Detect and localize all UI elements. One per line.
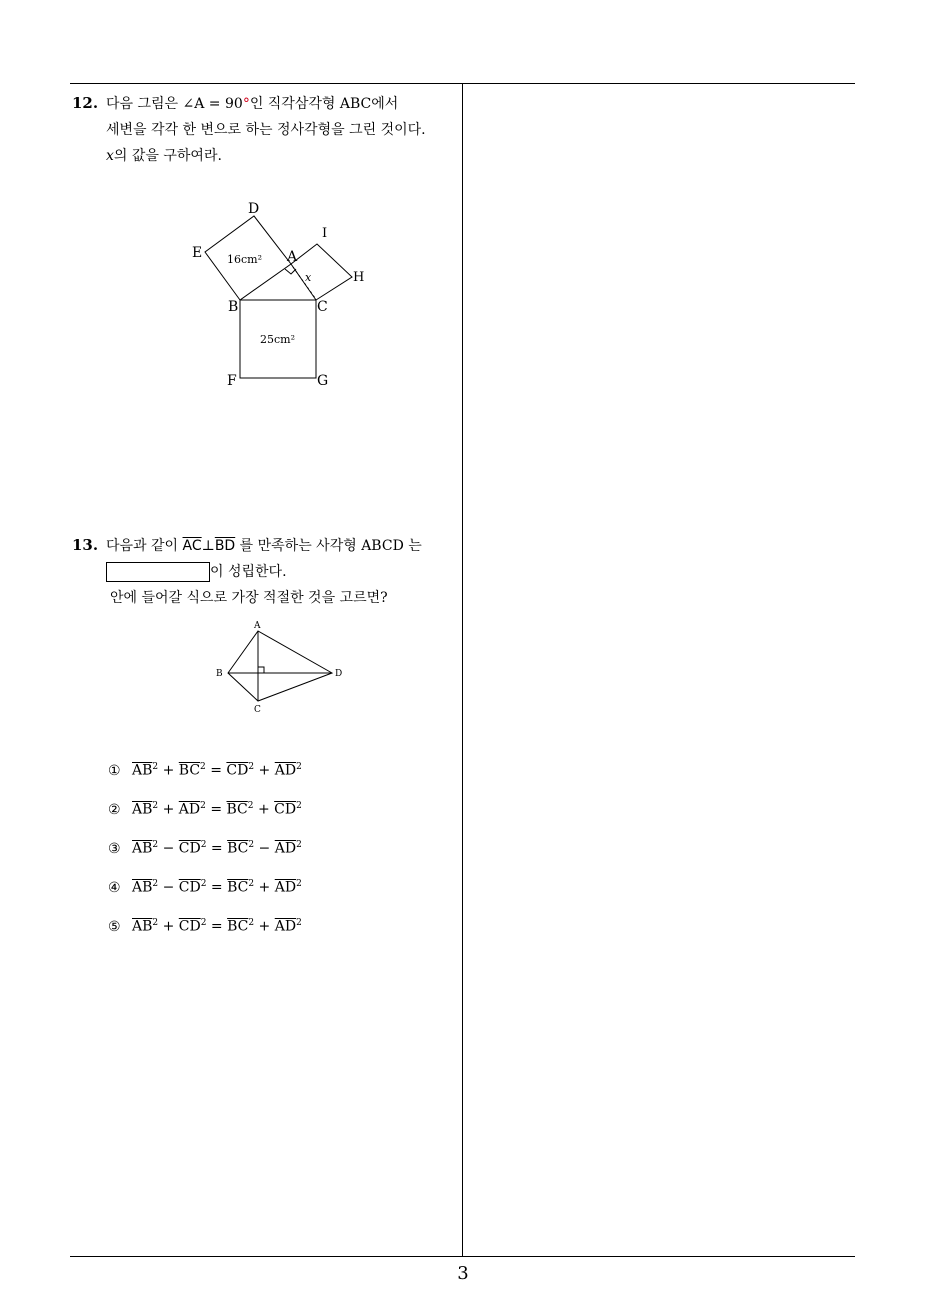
choice-3-t1: $\overline{AB}$ — [132, 840, 153, 857]
label-e: E — [192, 245, 203, 261]
area-large-label: 25cm² — [260, 333, 295, 346]
choice-5-sq1: 2 — [152, 918, 159, 928]
q13-line3: 안에 들어갈 식으로 가장 적절한 것을 고르면? — [110, 590, 388, 606]
choice-4-t1: $\overline{AB}$ — [132, 879, 153, 896]
choice-3-t3: $\overline{BC}$ — [227, 840, 249, 857]
choice-1-eq: = — [210, 762, 222, 779]
label-c: C — [317, 299, 328, 315]
choice-3-t4: $\overline{AD}$ — [274, 840, 297, 857]
q13-number: 13. — [72, 536, 99, 554]
q13-line1 — [72, 532, 462, 559]
choice-1-op2: + — [258, 762, 271, 779]
choice-3-op1: − — [162, 840, 175, 857]
choice-3-op2: − — [258, 840, 271, 857]
choice-4-number: ④ — [108, 879, 121, 896]
q13-segment-ac: $\overline{AC}$ — [182, 538, 202, 554]
q12-line3 — [72, 143, 462, 169]
choice-4-sq4: 2 — [296, 879, 302, 889]
choice-3-sq1: 2 — [152, 840, 159, 850]
choice-4-t3: $\overline{BC}$ — [227, 879, 249, 896]
question-12 — [72, 90, 462, 169]
choice-2[interactable] — [108, 801, 302, 818]
choice-2-sq1: 2 — [152, 801, 159, 811]
choice-4-t2: $\overline{CD}$ — [178, 879, 201, 896]
choice-1-t4: $\overline{AD}$ — [274, 762, 297, 779]
q13-figure — [210, 617, 350, 717]
choice-1-op1: + — [162, 762, 175, 779]
choice-3-number: ③ — [108, 840, 121, 857]
choice-5-t1: $\overline{AB}$ — [132, 918, 153, 935]
choice-5-t2: $\overline{CD}$ — [178, 918, 201, 935]
q12-line1-pre: 다음 그림은 ∠A = 90 — [106, 96, 243, 112]
choice-4-op2: + — [258, 879, 271, 896]
label-f: F — [227, 373, 237, 389]
right-angle-mark — [285, 269, 296, 274]
choice-4-op1: − — [162, 879, 175, 896]
choice-2-sq2: 2 — [200, 801, 206, 811]
label-a: A — [287, 249, 298, 265]
choice-4-t4: $\overline{AD}$ — [274, 879, 297, 896]
area-small-label: 16cm² — [227, 253, 262, 266]
choice-4[interactable] — [108, 879, 302, 896]
choice-2-eq: = — [210, 801, 223, 818]
choice-5-number: ⑤ — [108, 918, 121, 935]
choice-5-eq: = — [210, 918, 223, 935]
choice-3-sq3: 2 — [248, 840, 255, 850]
label-x: x — [305, 271, 312, 284]
q13-line2 — [72, 559, 462, 585]
choice-2-op2: + — [257, 801, 270, 818]
choice-1-sq1: 2 — [152, 762, 159, 772]
choice-5-op1: + — [162, 918, 175, 935]
choice-2-number: ② — [108, 801, 121, 818]
choice-3-sq4: 2 — [296, 840, 302, 850]
fig-label-a: A — [254, 621, 261, 631]
q13-line1-post: 를 만족하는 사각형 ABCD 는 — [239, 538, 422, 554]
fig-label-b: B — [216, 669, 223, 679]
q12-line1 — [72, 90, 462, 117]
choice-1-t2: $\overline{BC}$ — [178, 762, 201, 779]
choice-2-sq4: 2 — [296, 801, 302, 811]
q12-line3-post: 의 값을 구하여라. — [113, 148, 222, 164]
column-divider — [462, 83, 463, 1257]
choice-5-t3: $\overline{BC}$ — [227, 918, 249, 935]
choice-5-sq2: 2 — [200, 918, 207, 928]
choice-1[interactable] — [108, 762, 302, 779]
choice-4-eq: = — [210, 879, 223, 896]
q12-figure — [185, 195, 385, 395]
choice-2-sq3: 2 — [247, 801, 254, 811]
choice-1-t1: $\overline{AB}$ — [132, 762, 153, 779]
q12-degree: ° — [242, 96, 250, 112]
choice-2-op1: + — [162, 801, 175, 818]
q13-line2-post: 이 성립한다. — [210, 564, 287, 580]
q13-perp: ⊥ — [201, 538, 215, 554]
choice-1-number: ① — [108, 762, 121, 779]
choice-5[interactable] — [108, 918, 302, 935]
q12-variable: x — [106, 148, 114, 164]
label-i: I — [322, 226, 328, 241]
label-b: B — [228, 299, 239, 315]
q13-line1-pre: 다음과 같이 — [106, 538, 179, 554]
choice-5-sq3: 2 — [248, 918, 255, 928]
square-ac — [291, 244, 352, 300]
quadrilateral-abcd — [228, 631, 332, 701]
choice-2-t3: $\overline{BC}$ — [226, 801, 248, 818]
page-number: 3 — [457, 1263, 469, 1284]
question-13 — [72, 532, 462, 611]
fig-label-d: D — [335, 669, 343, 679]
q12-line1-post: 인 직각삼각형 ABC에서 — [249, 96, 399, 112]
choice-4-sq1: 2 — [152, 879, 159, 889]
choice-1-sq2: 2 — [200, 762, 206, 772]
choice-1-sq3: 2 — [248, 762, 255, 772]
label-d: D — [248, 201, 260, 217]
choice-3[interactable] — [108, 840, 302, 857]
label-h: H — [353, 270, 365, 285]
choice-3-eq: = — [210, 840, 223, 857]
choice-4-sq2: 2 — [200, 879, 207, 889]
answer-blank-box — [106, 562, 210, 582]
q13-segment-bd: $\overline{BD}$ — [214, 538, 236, 554]
choice-1-t3: $\overline{CD}$ — [226, 762, 249, 779]
choice-2-t2: $\overline{AD}$ — [178, 801, 201, 818]
choice-4-sq3: 2 — [248, 879, 255, 889]
choice-5-t4: $\overline{AD}$ — [274, 918, 297, 935]
fig-label-c: C — [254, 705, 261, 715]
perp-mark — [258, 667, 264, 673]
choice-3-t2: $\overline{CD}$ — [178, 840, 201, 857]
label-g: G — [317, 373, 329, 389]
choice-2-t4: $\overline{CD}$ — [274, 801, 297, 818]
choice-2-t1: $\overline{AB}$ — [132, 801, 153, 818]
q12-number: 12. — [72, 94, 99, 112]
choice-3-sq2: 2 — [200, 840, 207, 850]
choice-5-sq4: 2 — [296, 918, 302, 928]
choice-5-op2: + — [258, 918, 271, 935]
q12-line2: 세변을 각각 한 변으로 하는 정사각형을 그린 것이다. — [106, 122, 426, 138]
choice-1-sq4: 2 — [296, 762, 302, 772]
